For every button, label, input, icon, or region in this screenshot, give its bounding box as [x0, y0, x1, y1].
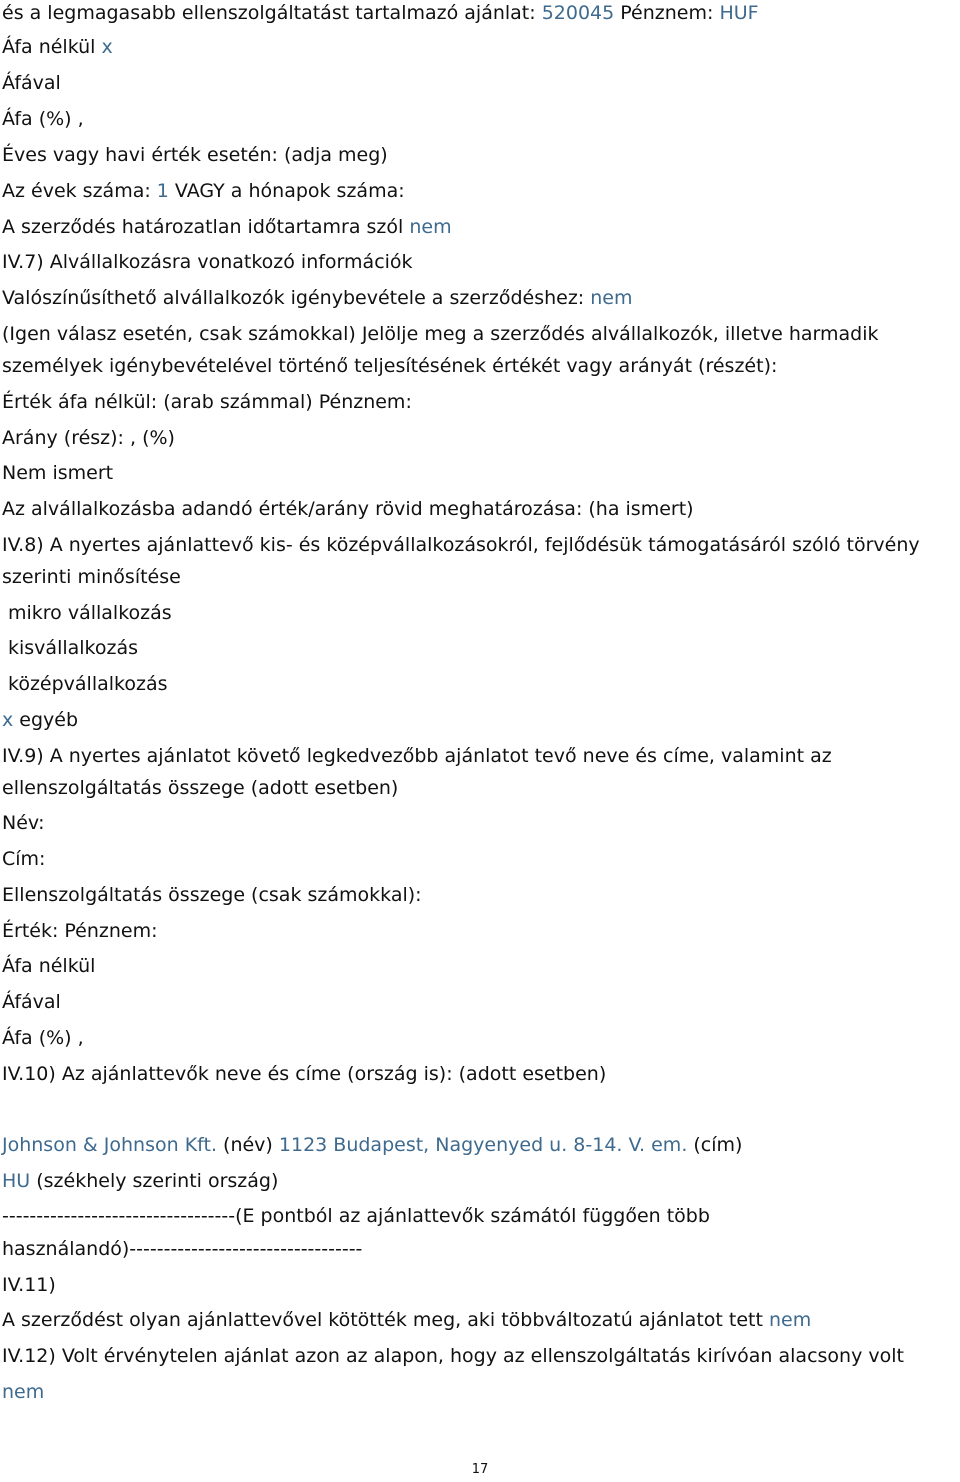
separator-line-1: ----------------------------------(E pontból az ajánlattevők számától függően több	[2, 1205, 710, 1227]
other-option-mark: x	[2, 709, 14, 731]
indefinite-term-line: A szerződés határozatlan időtartamra szól nem	[2, 216, 452, 238]
section-iv12-heading: IV.12) Volt érvénytelen ajánlat azon az alapon, hogy az ellenszolgáltatás kirívóan alacsony volt	[2, 1345, 904, 1367]
years-value: 1	[156, 180, 169, 202]
page-number: 17	[471, 1462, 489, 1477]
other-option: x egyéb	[2, 709, 79, 731]
micro-enterprise-option: mikro vállalkozás	[8, 602, 172, 624]
bidder-address: 1123 Budapest, Nagyenyed u. 8-14. V. em.	[278, 1134, 688, 1156]
subcontract-instruction-1: (Igen válasz esetén, csak számokkal) Jelölje meg a szerződés alvállalkozók, illetve harmadik	[2, 323, 879, 345]
small-enterprise-option: kisvállalkozás	[8, 637, 139, 659]
offer-value: 520045	[541, 2, 615, 24]
lowest-offer-line: és a legmagasabb ellenszolgáltatást tartalmazó ajánlat: 520045 Pénznem: HUF	[2, 2, 759, 24]
years-count-line: Az évek száma: 1 VAGY a hónapok száma:	[2, 180, 405, 202]
subcontract-instruction-2: személyek igénybevételével történő teljesítésének értékét vagy arányát (részét):	[2, 355, 778, 377]
bidder-name: Johnson & Johnson Kft.	[2, 1134, 217, 1156]
vat-excluded-line: Áfa nélkül x	[2, 36, 113, 58]
subcontract-description-line: Az alvállalkozásba adandó érték/arány rövid meghatározása: (ha ismert)	[2, 498, 694, 520]
name-line: Név:	[2, 812, 45, 834]
not-known-line: Nem ismert	[2, 462, 114, 484]
vat-excluded-mark: x	[101, 36, 113, 58]
address-line: Cím:	[2, 848, 46, 870]
invalid-offer-value: nem	[2, 1381, 45, 1403]
vat-percent-line-2: Áfa (%) ,	[2, 1027, 84, 1049]
section-iv9-heading-cont: ellenszolgáltatás összege (adott esetben)	[2, 777, 399, 799]
annual-monthly-line: Éves vagy havi érték esetén: (adja meg)	[2, 144, 388, 166]
subcontractor-line: Valószínűsíthető alvállalkozók igénybevétele a szerződéshez: nem	[2, 287, 633, 309]
section-iv9-heading: IV.9) A nyertes ajánlatot követő legkedvezőbb ajánlatot tevő neve és címe, valamint az	[2, 745, 832, 767]
value-currency-line: Érték: Pénznem:	[2, 920, 158, 942]
medium-enterprise-option: középvállalkozás	[8, 673, 168, 695]
bidder-country: HU	[2, 1170, 31, 1192]
invalid-offer-line	[2, 1379, 44, 1405]
section-iv7-heading: IV.7) Alvállalkozásra vonatkozó információk	[2, 251, 413, 273]
vat-percent-line: Áfa (%) ,	[2, 108, 84, 130]
section-iv8-heading-cont: szerinti minősítése	[2, 566, 181, 588]
indefinite-term-value: nem	[409, 216, 452, 238]
section-iv11-heading: IV.11)	[2, 1274, 56, 1296]
value-excl-vat-line: Érték áfa nélkül: (arab számmal) Pénznem:	[2, 391, 412, 413]
vat-included-line-2: Áfával	[2, 991, 61, 1013]
currency-value: HUF	[719, 2, 759, 24]
vat-excluded-line-2: Áfa nélkül	[2, 955, 96, 977]
consideration-amount-line: Ellenszolgáltatás összege (csak számokkal):	[2, 884, 422, 906]
bidder-name-address-line: Johnson & Johnson Kft. (név) 1123 Budapest, Nagyenyed u. 8-14. V. em. (cím)	[2, 1134, 743, 1156]
vat-included-line: Áfával	[2, 72, 61, 94]
subcontractor-value: nem	[590, 287, 633, 309]
variant-offer-value: nem	[768, 1309, 812, 1331]
variant-offer-line: A szerződést olyan ajánlattevővel kötötték meg, aki többváltozatú ajánlatot tett nem	[2, 1309, 812, 1331]
section-iv10-heading: IV.10) Az ajánlattevők neve és címe (ország is): (adott esetben)	[2, 1063, 607, 1085]
section-iv8-heading: IV.8) A nyertes ajánlattevő kis- és középvállalkozásokról, fejlődésük támogatásáról szóló törvény	[2, 534, 920, 556]
separator-line-2: használandó)----------------------------------	[2, 1238, 363, 1260]
ratio-line: Arány (rész): , (%)	[2, 427, 175, 449]
bidder-country-line: HU (székhely szerinti ország)	[2, 1170, 279, 1192]
